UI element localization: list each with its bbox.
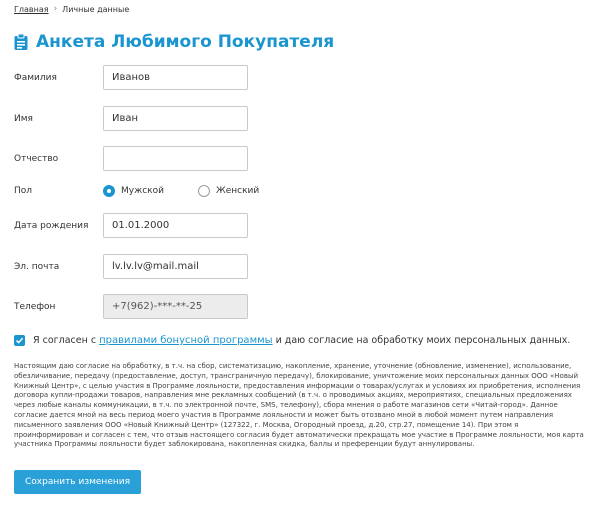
gender-male-label: Мужской <box>121 186 164 196</box>
consent-text-after: и даю согласие на обработку моих персональных данных. <box>275 335 571 346</box>
last-name-input[interactable]: Иванов <box>103 65 248 90</box>
gender-label: Пол <box>14 186 33 196</box>
radio-selected-icon <box>103 185 115 197</box>
gender-female-label: Женский <box>216 186 260 196</box>
bonus-rules-link[interactable]: правилами бонусной программы <box>99 335 273 346</box>
email-row <box>14 254 248 279</box>
consent-text <box>33 335 570 346</box>
patronymic-input[interactable] <box>103 146 248 171</box>
legal-consent-text: Настоящим даю согласие на обработку, в т.ч. на сбор, систематизацию, накопление, хранение, уточнение (обновление, изменение), использование, обезличивание, передачу (предоставление, доступ, трансграничную передачу), блокирование, уничтожение моих персональных данных ООО «Новый Книжный Центр», с целью участия в Программе лояльности, предоставления информации о товарах/услугах и условиях их приобретения, исполнения договора купли-продажи товаров, направления мне рекламных сообщений (в т.ч. о проводимых акциях, мероприятиях, специальных предложениях через любые каналы коммуникации, в т.ч. по электронной почте, SMS, телефону), сбора мнения о работе магазинов сети «Читай-город». Данное согласие дается мной на весь период моего участия в Программе лояльности и может быть отозвано мной в любой момент путем направления письменного заявления ООО «Новый Книжный Центр» (127322, г. Москва, Огородный проезд, д.20, стр.27, помещение 14). При этом я проинформирован и согласен с тем, что отзыв настоящего согласия будет автоматически прекращать мое участие в Программе лояльности, моя карта участника Программы лояльности будет заблокирована, накопленная скидка, баллы и преференции будут аннулированы. <box>14 362 584 449</box>
gender-female-radio[interactable] <box>198 185 259 197</box>
consent-row <box>14 335 570 346</box>
gender-row <box>14 185 259 197</box>
first-name-label: Имя <box>14 113 33 124</box>
radio-unselected-icon <box>198 185 210 197</box>
birth-date-row <box>14 213 248 238</box>
gender-male-radio[interactable] <box>103 185 198 197</box>
page-header <box>14 32 334 52</box>
first-name-row <box>14 106 248 131</box>
breadcrumb <box>14 4 129 14</box>
last-name-label: Фамилия <box>14 72 57 83</box>
form-icon <box>14 34 28 50</box>
first-name-input[interactable]: Иван <box>103 106 248 131</box>
save-button[interactable]: Сохранить изменения <box>14 470 141 494</box>
gender-radio-group <box>103 185 259 197</box>
last-name-row <box>14 65 248 90</box>
birth-date-label: Дата рождения <box>14 220 89 231</box>
email-input[interactable]: lv.lv.lv@mail.mail <box>103 254 248 279</box>
phone-input: +7(962)-***-**-25 <box>103 294 248 319</box>
checkmark-icon <box>15 336 24 345</box>
breadcrumb-home-link[interactable]: Главная <box>14 4 49 14</box>
page-title: Анкета Любимого Покупателя <box>36 32 335 52</box>
breadcrumb-separator: › <box>53 4 58 14</box>
breadcrumb-current: Личные данные <box>62 4 130 14</box>
consent-checkbox[interactable] <box>14 335 25 346</box>
patronymic-label: Отчество <box>14 153 59 164</box>
email-label: Эл. почта <box>14 261 60 272</box>
consent-text-before: Я согласен с <box>33 335 97 346</box>
patronymic-row <box>14 146 248 171</box>
phone-label: Телефон <box>14 301 56 312</box>
birth-date-input[interactable]: 01.01.2000 <box>103 213 248 238</box>
phone-row <box>14 294 248 319</box>
